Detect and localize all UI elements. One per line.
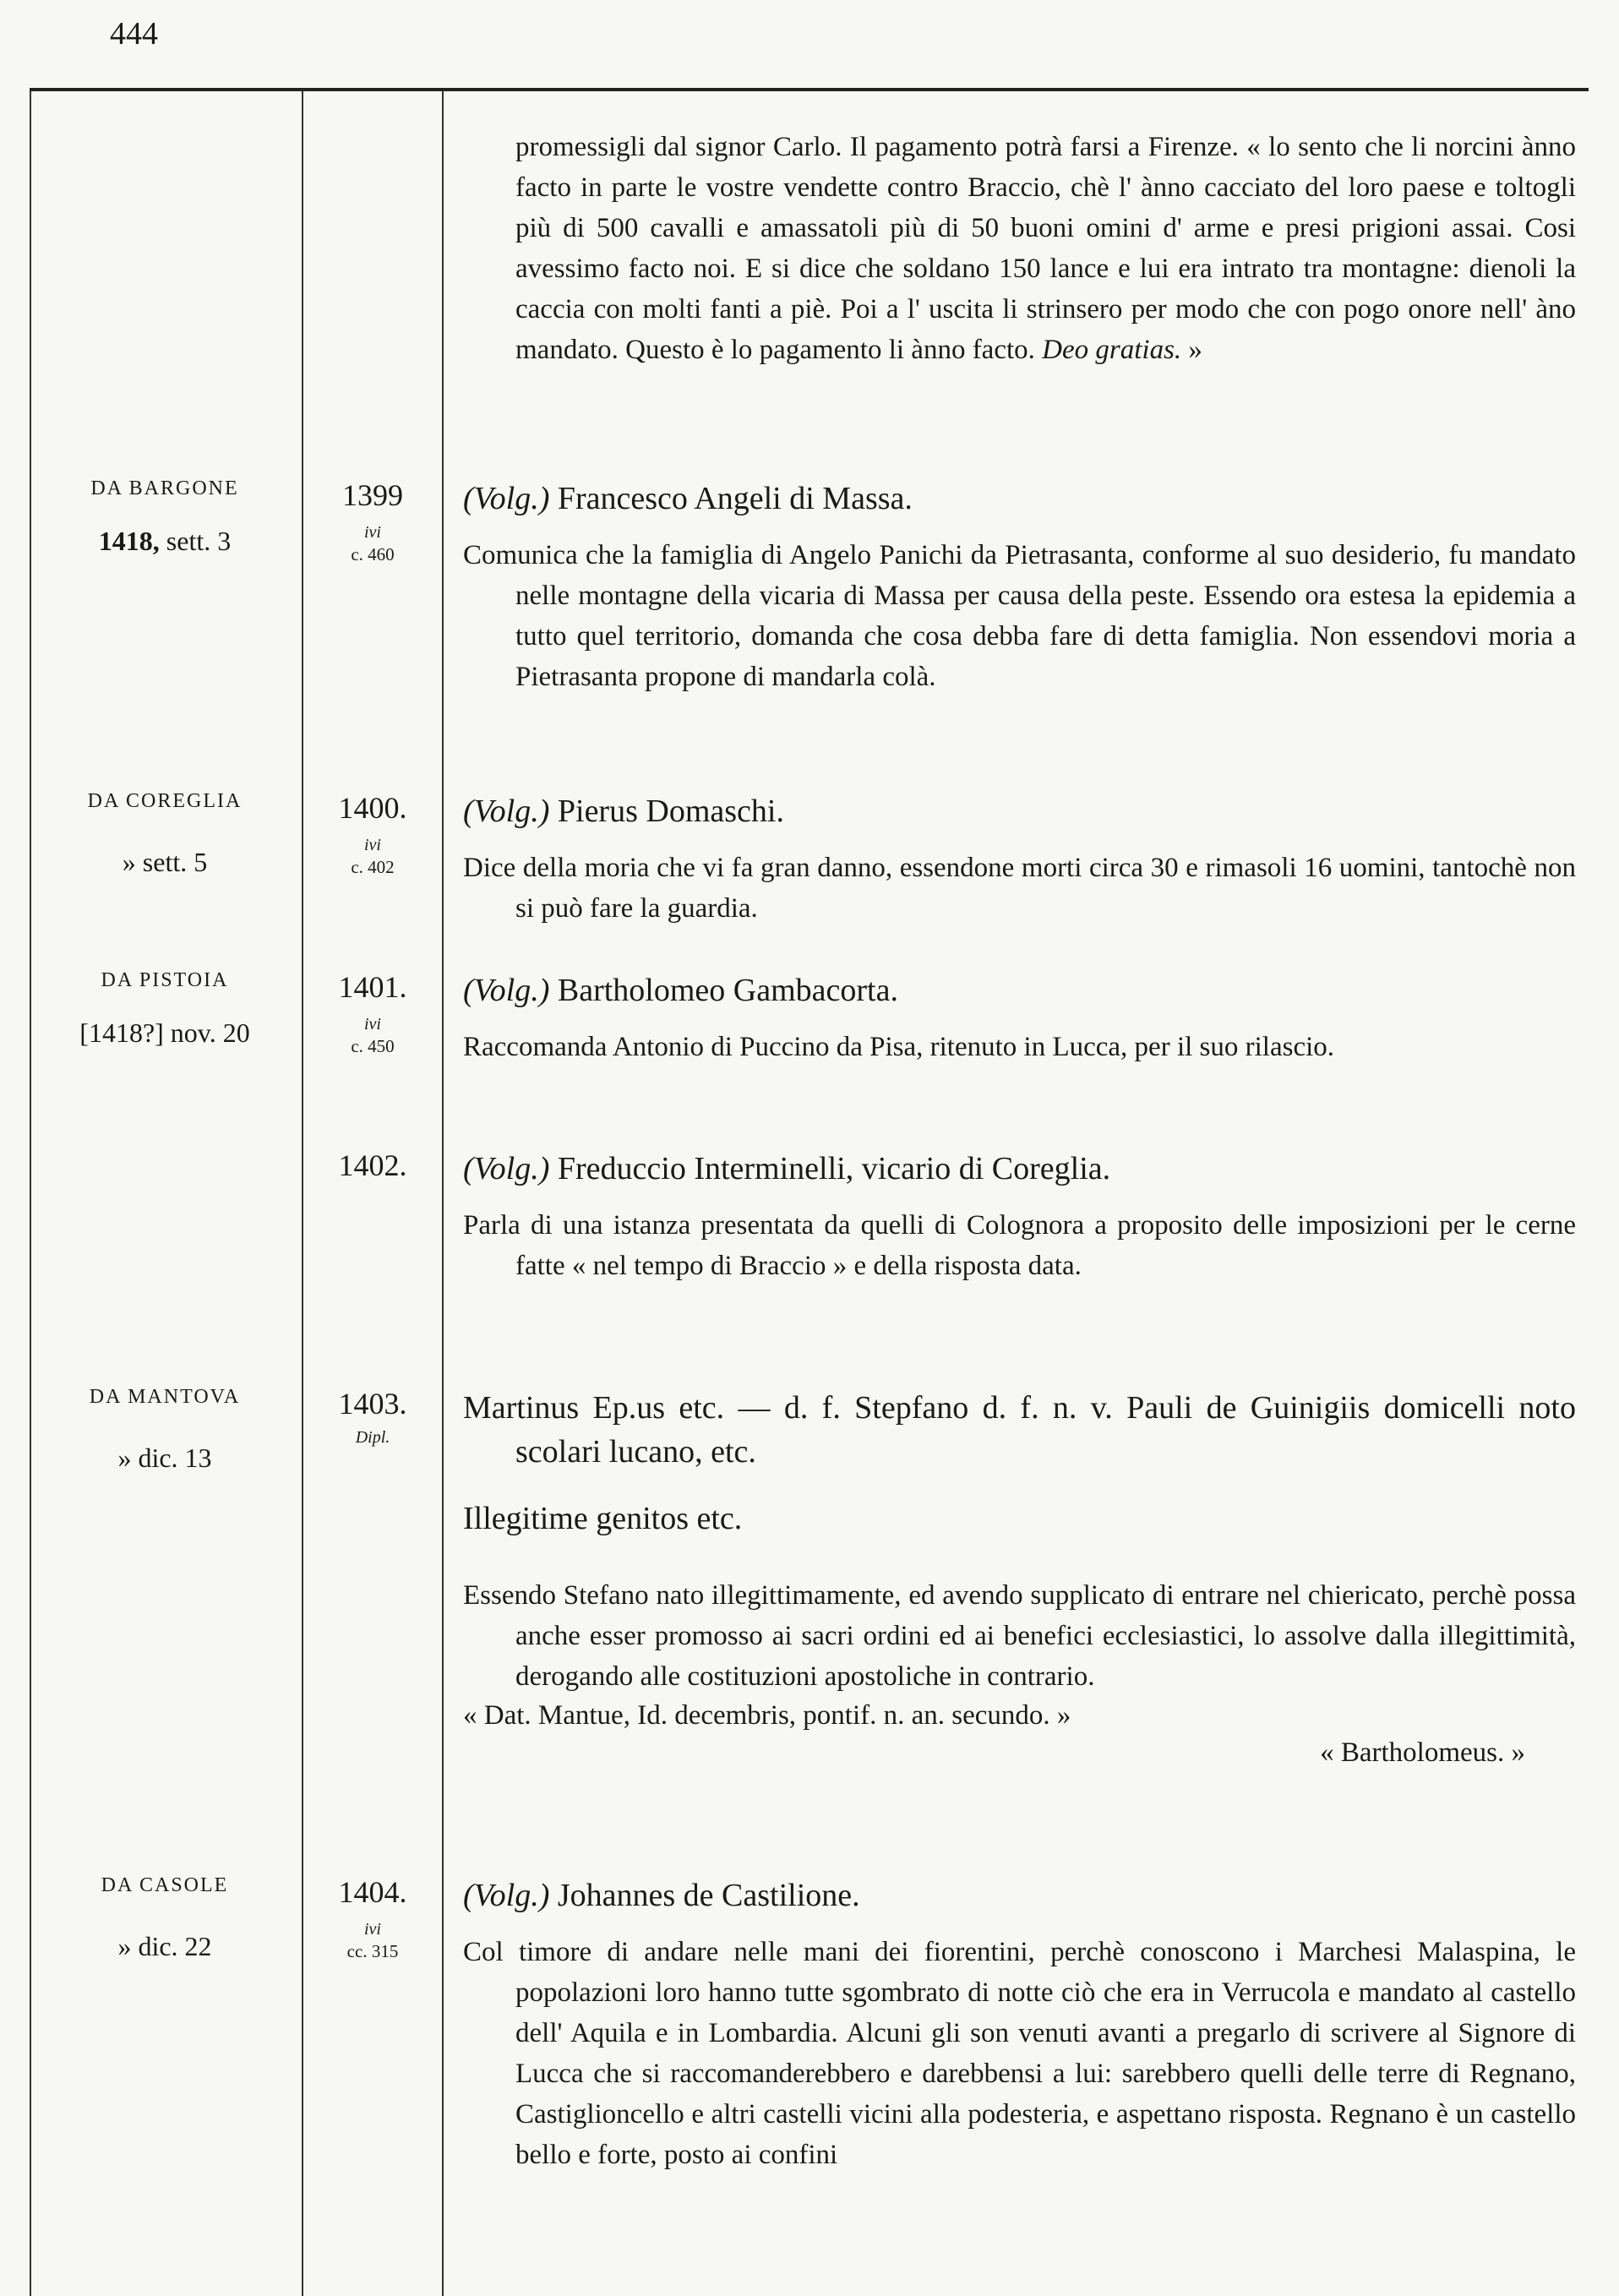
column-divider-2 <box>442 91 444 2296</box>
place: DA CASOLE <box>101 1874 229 1896</box>
summary: Raccomanda Antonio di Puccino da Pisa, ritenuto in Lucca, per il suo rilascio. <box>463 1032 1335 1062</box>
entry-1403-body <box>463 1386 1576 1771</box>
entry-1401-body <box>463 969 1576 1067</box>
entry-1401-meta <box>34 969 296 1049</box>
author: Johannes de Castilione. <box>549 1878 860 1913</box>
date: sett. 3 <box>159 526 232 556</box>
continuation-body: promessigli dal signor Carlo. Il pagamento potrà farsi a Firenze. « lo sento che li norcini ànno facto in parte le vostre vendette contro Braccio, chè l' ànno cacciato del loro paese e toltogli più di 500 cavalli e amassatoli più di 50 buoni omini d' arme e presi prigioni assai. Cosi avessimo facto noi. E si dice che soldano 150 lance e lui era intrato tra montagne: dienoli la caccia con molti fanti a piè. Poi a l' uscita li strinsero per modo che con pogo onore nell' àno mandato. Questo è lo pagamento li ànno facto. <box>515 132 1576 365</box>
summary: Dice della moria che vi fa gran danno, essendone morti circa 30 e rimasoli 16 uomini, tantochè non si può fare la guardia. <box>463 853 1576 924</box>
source: ivi <box>364 836 381 854</box>
folio: c. 450 <box>351 1036 395 1056</box>
continuation-end: » <box>1181 335 1202 365</box>
summary: Comunica che la famiglia di Angelo Panichi da Pietrasanta, conforme al suo desiderio, fu mandato nelle montagne della vicaria di Massa per causa della peste. Essendo ora estesa la epidemia a tutto quel territorio, domanda che cosa debba fare di detta famiglia. Non essendovi moria a Pietrasanta propone di mandarla colà. <box>463 540 1576 692</box>
entry-1399-body <box>463 477 1576 697</box>
date: » dic. 22 <box>117 1931 212 1961</box>
top-rule <box>30 88 1589 91</box>
date: [1418?] nov. 20 <box>79 1017 250 1048</box>
source: ivi <box>364 523 381 542</box>
folio: c. 460 <box>351 544 395 564</box>
volg-label: (Volg.) <box>463 973 550 1008</box>
place: DA PISTOIA <box>101 969 229 991</box>
entry-1400-meta <box>34 790 296 878</box>
continuation-text <box>463 127 1576 370</box>
place: DA MANTOVA <box>89 1386 241 1408</box>
volg-label: (Volg.) <box>463 794 550 829</box>
entry-1399-meta <box>34 477 296 557</box>
entry-number: 1401. <box>338 970 407 1004</box>
column-divider-1 <box>302 91 303 2296</box>
place: DA COREGLIA <box>87 790 243 812</box>
continuation-italic: Deo gratias. <box>1042 335 1182 365</box>
entry-1402-body <box>463 1148 1576 1286</box>
entry-number: 1403. <box>338 1387 407 1421</box>
entry-number: 1402. <box>338 1148 407 1182</box>
entry-1404-body <box>463 1874 1576 2175</box>
entry-1401-ref <box>304 969 441 1057</box>
entry-number: 1400. <box>338 791 407 825</box>
entry-1400-ref <box>304 790 441 878</box>
author: Francesco Angeli di Massa. <box>549 481 913 516</box>
volg-label: (Volg.) <box>463 481 550 516</box>
summary: Parla di una istanza presentata da quelli di Colognora a proposito delle imposizioni per le cerne fatte « nel tempo di Braccio » e della risposta data. <box>463 1210 1576 1281</box>
author: Pierus Domaschi. <box>549 794 784 829</box>
summary: Col timore di andare nelle mani dei fiorentini, perchè conoscono i Marchesi Malaspina, le popolazioni loro hanno tutte sgombrato di notte ciò che era in Verrucola e mandato al castello dell' Aquila e in Lombardia. Alcuni gli son venuti avanti a pregarlo di scrivere al Signore di Lucca che si raccomanderebbero e darebbensi a lui: sarebbero quelli delle terre di Regnano, Castiglioncello e altri castelli vicini alla podesteria, e aspettano risposta. Regnano è un castello bello e forte, posto ai confini <box>463 1937 1576 2170</box>
date-year: 1418, <box>98 526 160 556</box>
incipit: Illegitime genitos etc. <box>463 1501 743 1536</box>
heading: Martinus Ep.us etc. — d. f. Stepfano d. f. n. v. Pauli de Guinigiis domicelli noto scolari lucano, etc. <box>463 1390 1576 1470</box>
author: Bartholomeo Gambacorta. <box>549 973 898 1008</box>
author: Freduccio Interminelli, vicario di Coreglia. <box>549 1151 1111 1186</box>
page-number: 444 <box>110 16 158 52</box>
entry-1404-ref <box>304 1874 441 1962</box>
entry-1402-ref <box>304 1148 441 1183</box>
source: Dipl. <box>355 1428 390 1447</box>
entry-1400-body <box>463 790 1576 929</box>
entry-number: 1404. <box>338 1875 407 1909</box>
source: ivi <box>364 1920 381 1939</box>
date: » dic. 13 <box>117 1442 212 1473</box>
folio: cc. 315 <box>346 1941 399 1961</box>
signature: « Bartholomeus. » <box>1320 1737 1525 1768</box>
volg-label: (Volg.) <box>463 1151 550 1186</box>
left-border <box>30 91 31 2296</box>
date: » sett. 5 <box>122 847 208 877</box>
folio: c. 402 <box>351 857 395 877</box>
source: ivi <box>364 1015 381 1033</box>
entry-1404-meta <box>34 1874 296 1962</box>
entry-number: 1399 <box>342 478 403 512</box>
entry-1399-ref <box>304 477 441 565</box>
entry-1403-meta <box>34 1386 296 1474</box>
volg-label: (Volg.) <box>463 1878 550 1913</box>
datum: « Dat. Mantue, Id. decembris, pontif. n. an. secundo. » <box>463 1700 1071 1731</box>
place: DA BARGONE <box>90 477 239 499</box>
summary: Essendo Stefano nato illegittimamente, ed avendo supplicato di entrare nel chiericato, perchè possa anche esser promosso ai sacri ordini ed ai benefici ecclesiastici, lo assolve dalla illegittimità, derogando alle costituzioni apostoliche in contrario. <box>463 1580 1576 1692</box>
entry-1403-ref <box>304 1386 441 1448</box>
